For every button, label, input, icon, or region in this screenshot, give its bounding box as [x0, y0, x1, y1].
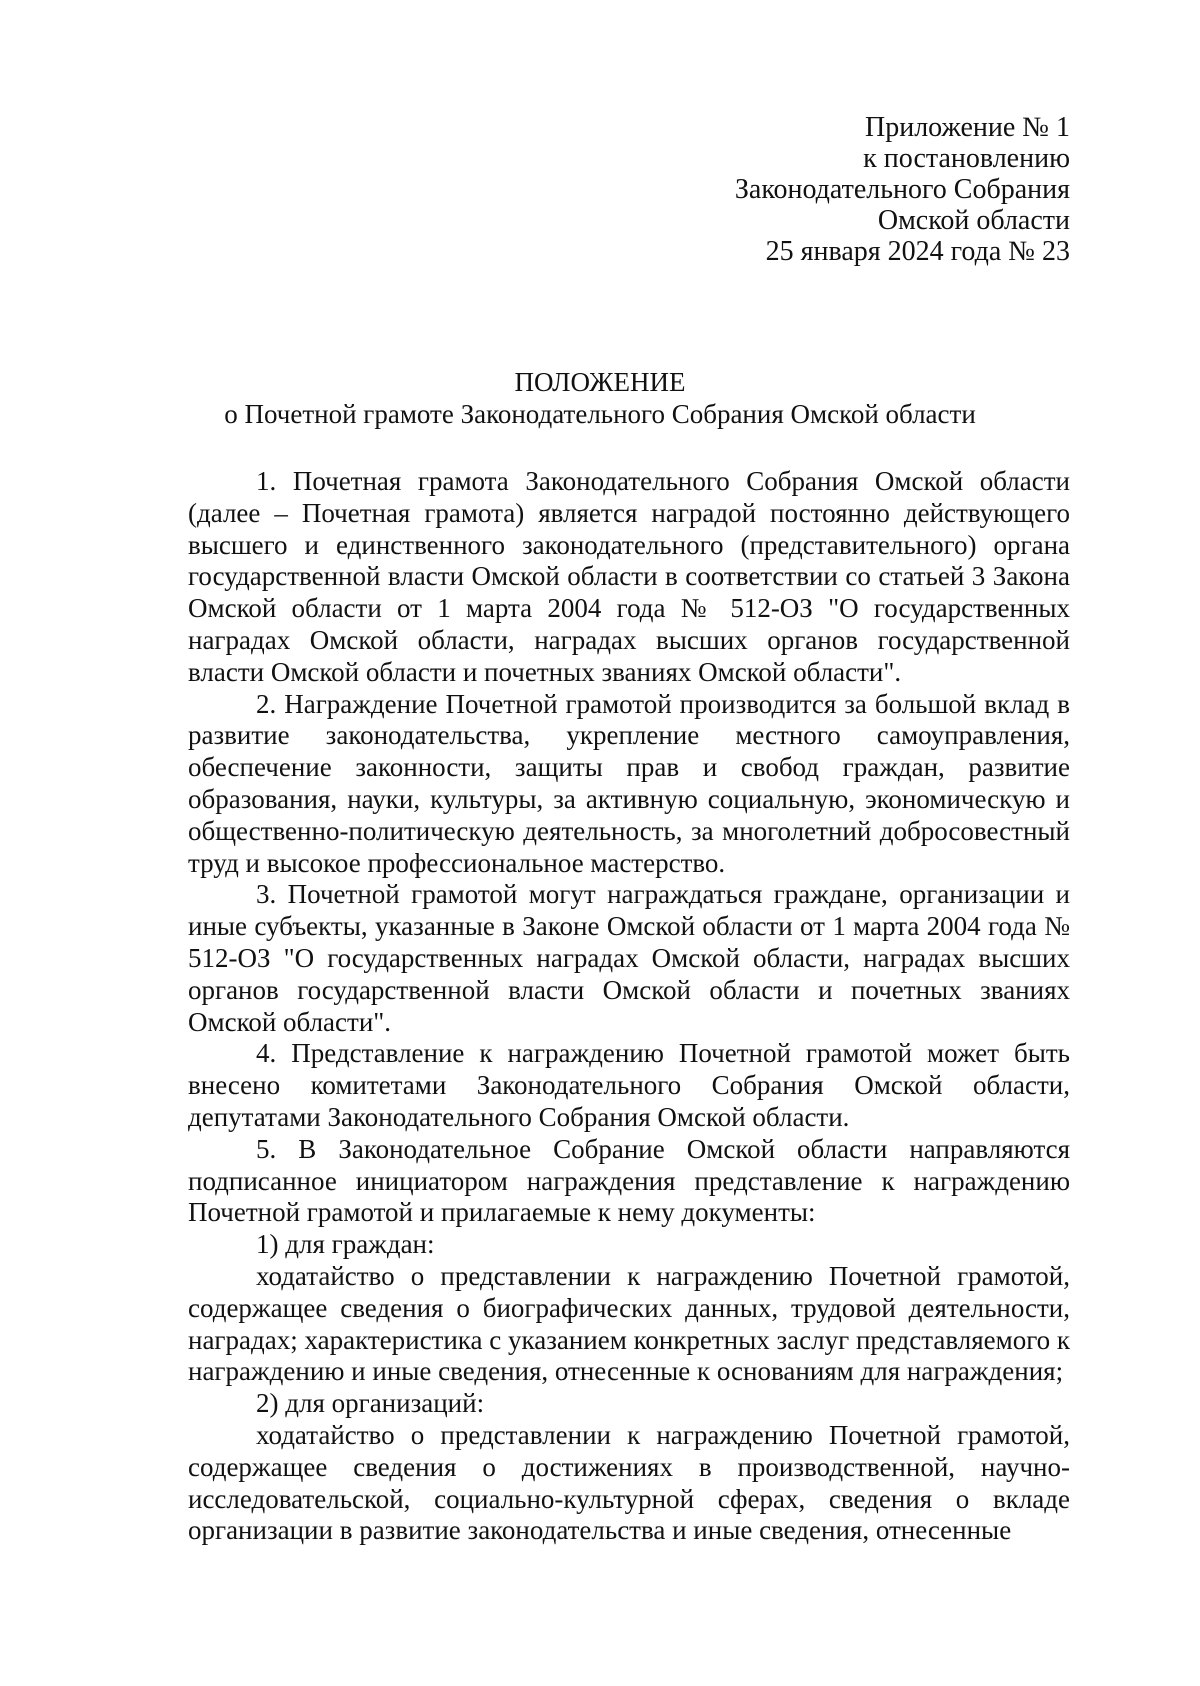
- paragraph-2: 2. Награждение Почетной грамотой производится за большой вклад в развитие законодательства, укрепление местного самоуправления, обеспечение законности, защиты прав и свобод граждан, развитие образования, науки, культуры, за активную социальную, экономическую и общественно-политическую деятельность, за многолетний добросовестный труд и высокое профессиональное мастерство.: [188, 688, 1070, 878]
- subitem-organizations-text: ходатайство о представлении к награждению Почетной грамотой, содержащее сведения о достижениях в производственной, научно-исследовательской, социально-культурной сферах, сведения о вкладе организации в развитие законодательства и иные сведения, отнесенные: [188, 1419, 1070, 1546]
- paragraph-5: 5. В Законодательное Собрание Омской области направляются подписанное инициатором награждения представление к награждению Почетной грамотой и прилагаемые к нему документы:: [188, 1133, 1070, 1228]
- subitem-citizens-text: ходатайство о представлении к награждению Почетной грамотой, содержащее сведения о биографических данных, трудовой деятельности, наградах; характеристика с указанием конкретных заслуг представляемого к награждению и иные сведения, отнесенные к основаниям для награждения;: [188, 1260, 1070, 1387]
- appendix-block: [735, 112, 1070, 267]
- subitem-citizens-heading: 1) для граждан:: [256, 1229, 435, 1260]
- subitem-organizations-heading: 2) для организаций:: [256, 1388, 485, 1419]
- document-title: ПОЛОЖЕНИЕ: [514, 367, 686, 397]
- appendix-assembly: Законодательного Собрания: [734, 174, 1070, 205]
- appendix-date: 25 января 2024 года № 23: [765, 236, 1070, 267]
- title-block: [0, 366, 1200, 430]
- paragraph-4: 4. Представление к награждению Почетной грамотой может быть внесено комитетами Законодательного Собрания Омской области, депутатами Законодательного Собрания Омской области.: [188, 1038, 1070, 1132]
- paragraph-1: 1. Почетная грамота Законодательного Собрания Омской области (далее – Почетная грамота) является наградой постоянно действующего высшего и единственного законодательного (представительного) органа государственной власти Омской области в соответствии со статьей 3 Закона Омской области от 1 марта 2004 года № 512-ОЗ "О государственных наградах Омской области, наградах высших органов государственной власти Омской области и почетных званиях Омской области".: [188, 466, 1070, 687]
- appendix-region: Омской области: [877, 205, 1070, 236]
- appendix-number: Приложение № 1: [865, 112, 1070, 143]
- document-body: [188, 466, 1070, 1547]
- appendix-resolution: к постановлению: [863, 143, 1070, 174]
- paragraph-3: 3. Почетной грамотой могут награждаться граждане, организации и иные субъекты, указанные в Законе Омской области от 1 марта 2004 года № 512-ОЗ "О государственных наградах Омской области, наградах высших органов государственной власти Омской области и почетных званиях Омской области".: [188, 879, 1070, 1037]
- document-subtitle: о Почетной грамоте Законодательного Собрания Омской области: [224, 399, 976, 429]
